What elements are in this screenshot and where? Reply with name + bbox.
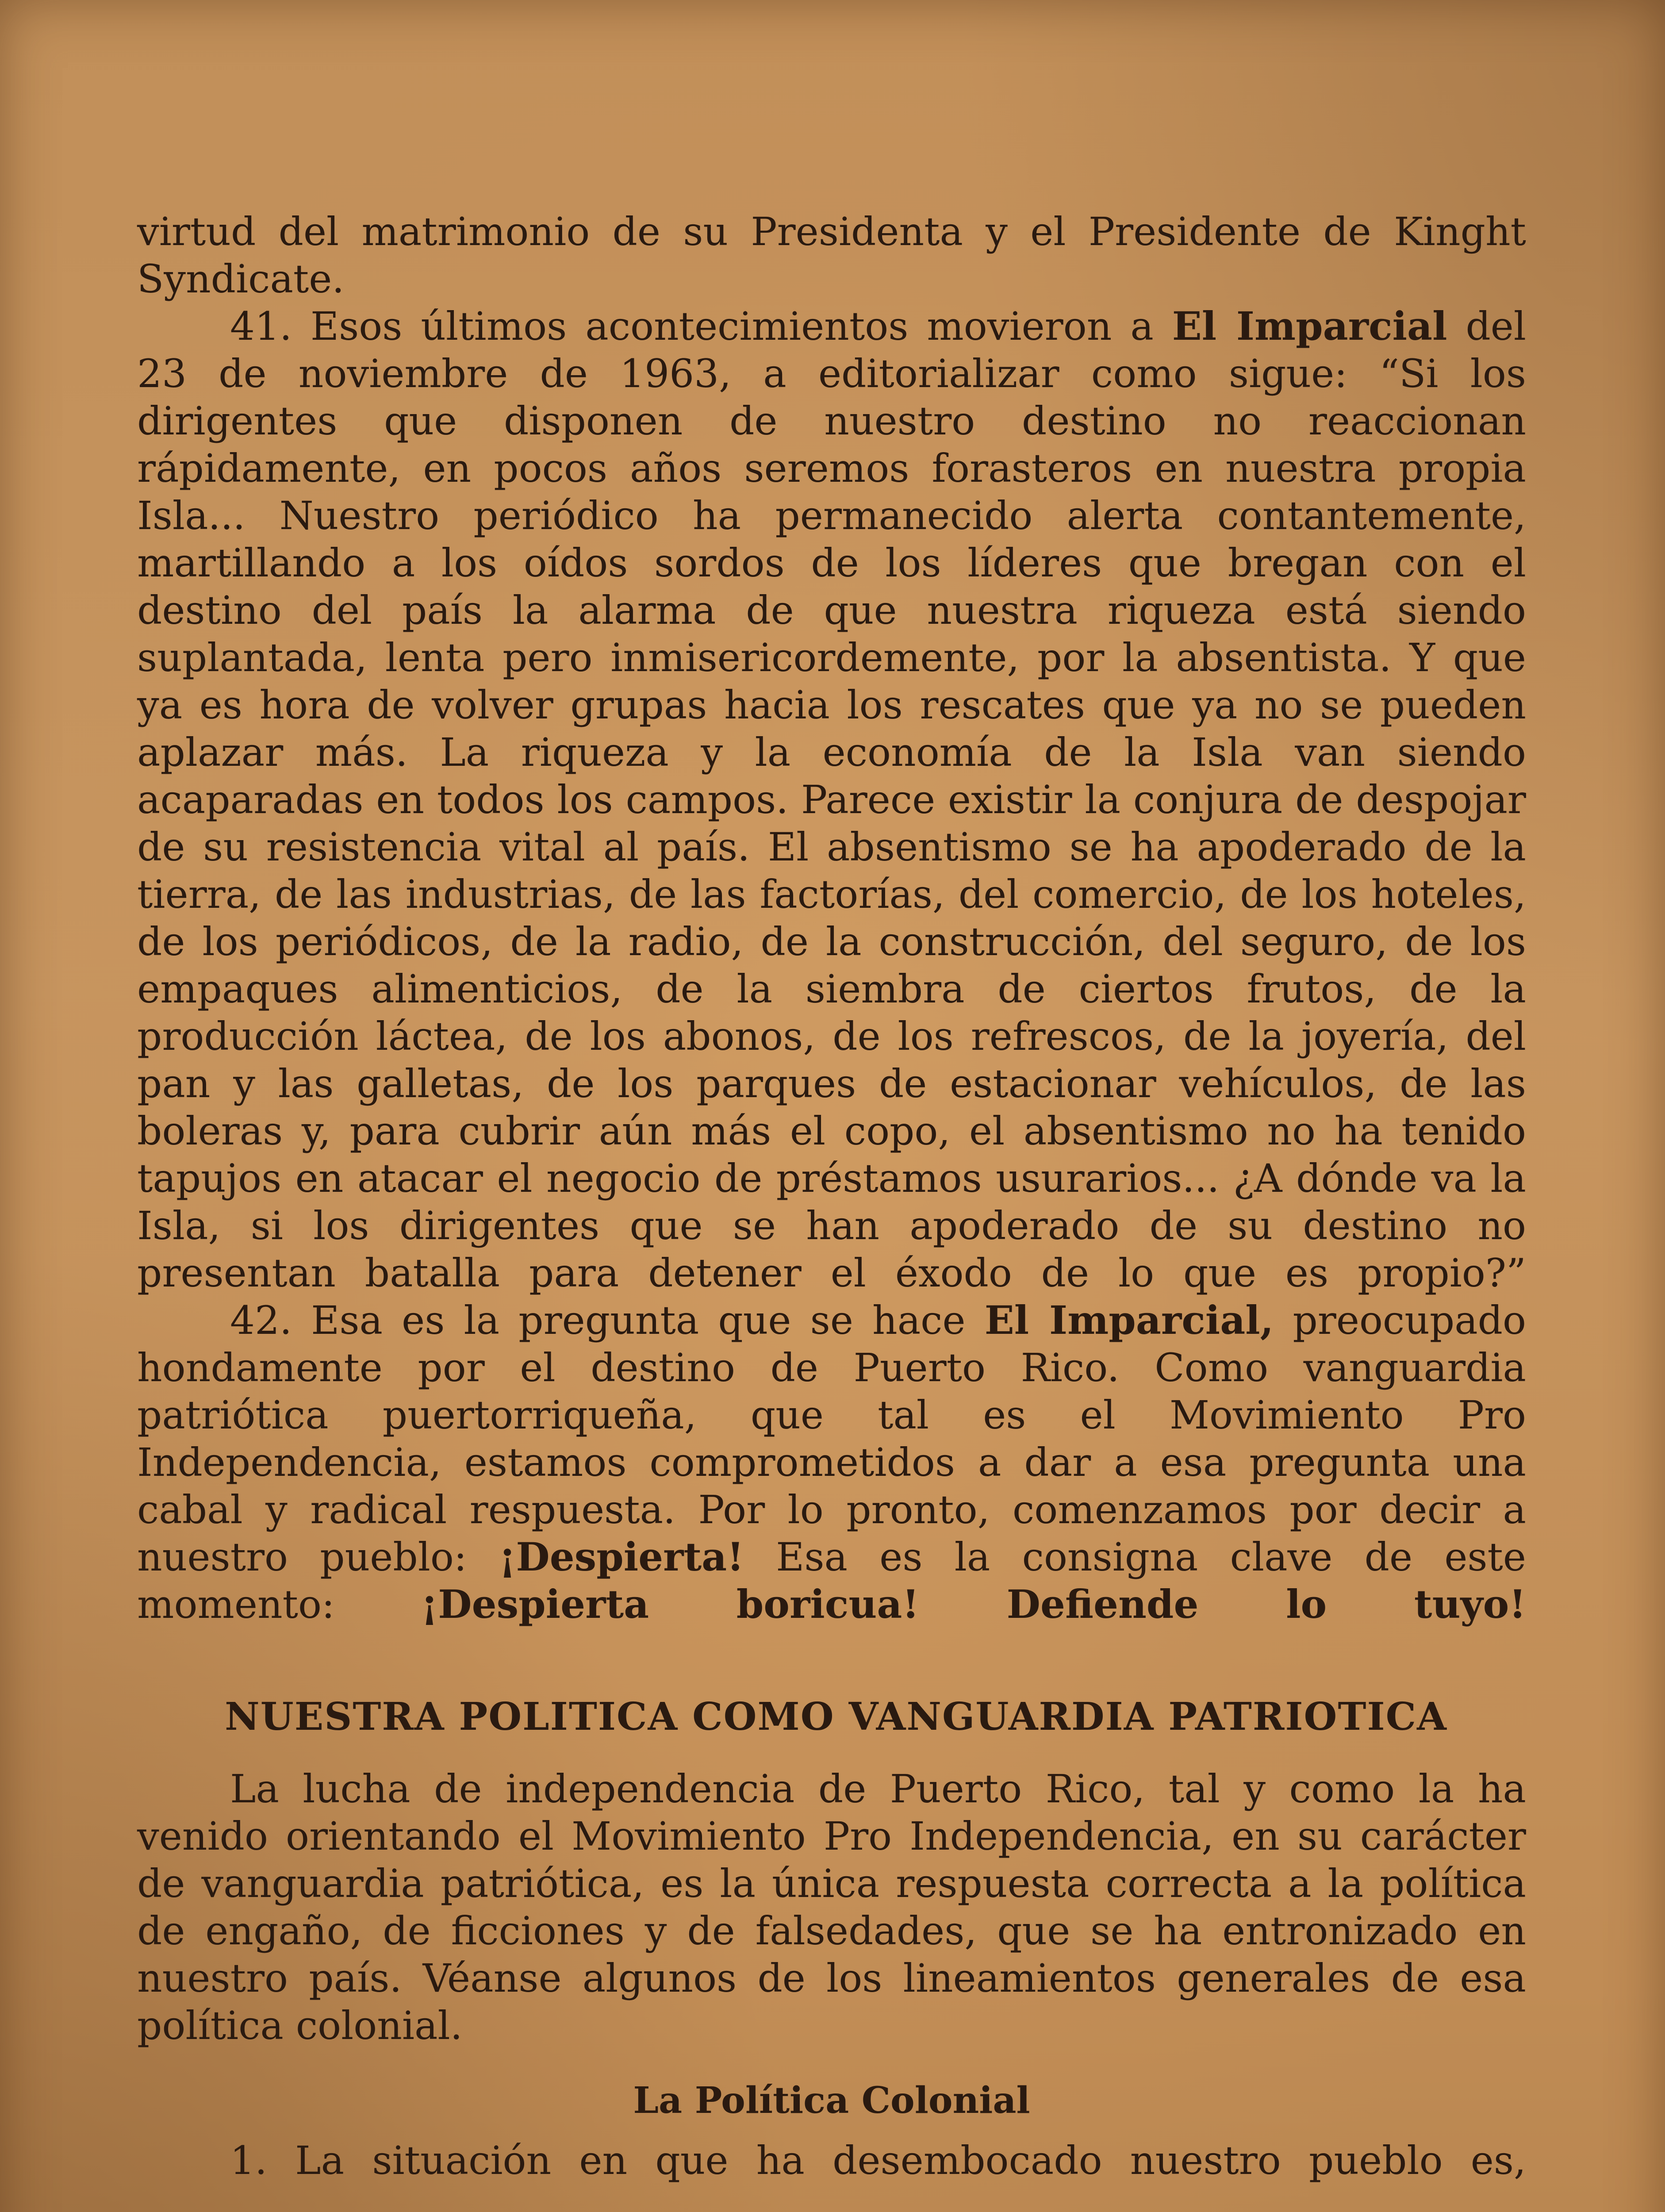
newspaper-name: El Imparcial, xyxy=(984,1297,1274,1343)
item-list xyxy=(137,2137,1526,2184)
paragraph-section: La lucha de independencia de Puerto Rico, tal y como la ha venido orientando el Movimiento Pro Independencia, en su carácter de vanguardia patriótica, es la única respuesta correcta a la política de engaño, de ficciones y de falsedades, que se ha entronizado en nuestro país. Véanse algunos de los lineamientos generales de esa política colonial. xyxy=(137,1766,1526,2048)
paragraph-number: 42. xyxy=(230,1298,292,1343)
paragraph-42-text-middle2: Esa es la consigna clave de este momento: xyxy=(137,1534,1526,1627)
slogan-despierta: ¡Despierta! xyxy=(499,1534,744,1580)
paragraph-intro: virtud del matrimonio de su Presidenta y el Presidente de Kinght Syndicate. xyxy=(137,209,1526,302)
newspaper-name: El Imparcial xyxy=(1172,303,1447,349)
list-item-1: 1. La situación en que ha desembocado nuestro pueblo es, xyxy=(230,2138,1526,2183)
paragraph-41 xyxy=(137,303,1526,1297)
subheading: La Política Colonial xyxy=(633,2079,1030,2122)
slogan-defiende: ¡Despierta boricua! Defiende lo tuyo! xyxy=(421,1581,1527,1627)
paragraph-41-text-start: Esos últimos acontecimientos movieron a xyxy=(292,303,1172,349)
paragraph-42-text-middle: preocupado hondamente por el destino de Puerto Rico. Como vanguardia patriótica puertorriqueña, que tal es el Movimiento Pro Independencia, estamos comprometidos a dar a esa pregunta una cabal y radical respuesta. Por lo pronto, comenzamos por decir a nuestro pueblo: xyxy=(137,1298,1526,1580)
paragraph-42-text-start: Esa es la pregunta que se hace xyxy=(292,1298,985,1343)
section-body xyxy=(137,1765,1526,2049)
paragraph-42 xyxy=(137,1297,1526,1628)
paragraph-number: 41. xyxy=(230,303,292,349)
body-text xyxy=(137,208,1526,1628)
section-heading: NUESTRA POLITICA COMO VANGUARDIA PATRIOTICA xyxy=(225,1694,1447,1739)
paragraph-41-text-rest: del 23 de noviembre de 1963, a editorializar como sigue: “Si los dirigentes que disponen de nuestro destino no reaccionan rápidamente, en pocos años seremos forasteros en nuestra propia Isla... Nuestro periódico ha permanecido alerta contantemente, martillando a los oídos sordos de los líderes que bregan con el destino del país la alarma de que nuestra riqueza está siendo suplantada, lenta pero inmisericordemente, por la absentista. Y que ya es hora de volver grupas hacia los rescates que ya no se pueden aplazar más. La riqueza y la economía de la Isla van siendo acaparadas en todos los campos. Parece existir la conjura de despojar de su resistencia vital al país. El absentismo se ha apoderado de la tierra, de las industrias, de las factorías, del comercio, de los hoteles, de los periódicos, de la radio, de la construcción, del seguro, de los empaques alimenticios, de la siembra de ciertos frutos, de la producción láctea, de los abonos, de los refrescos, de la joyería, del pan y las galletas, de los parques de estacionar vehículos, de las boleras y, para cubrir aún más el copo, el absentismo no ha tenido tapujos en atacar el negocio de préstamos usurarios... ¿A dónde va la Isla, si los dirigentes que se han apoderado de su destino no presentan batalla para detener el éxodo de lo que es propio?” xyxy=(137,303,1526,1296)
